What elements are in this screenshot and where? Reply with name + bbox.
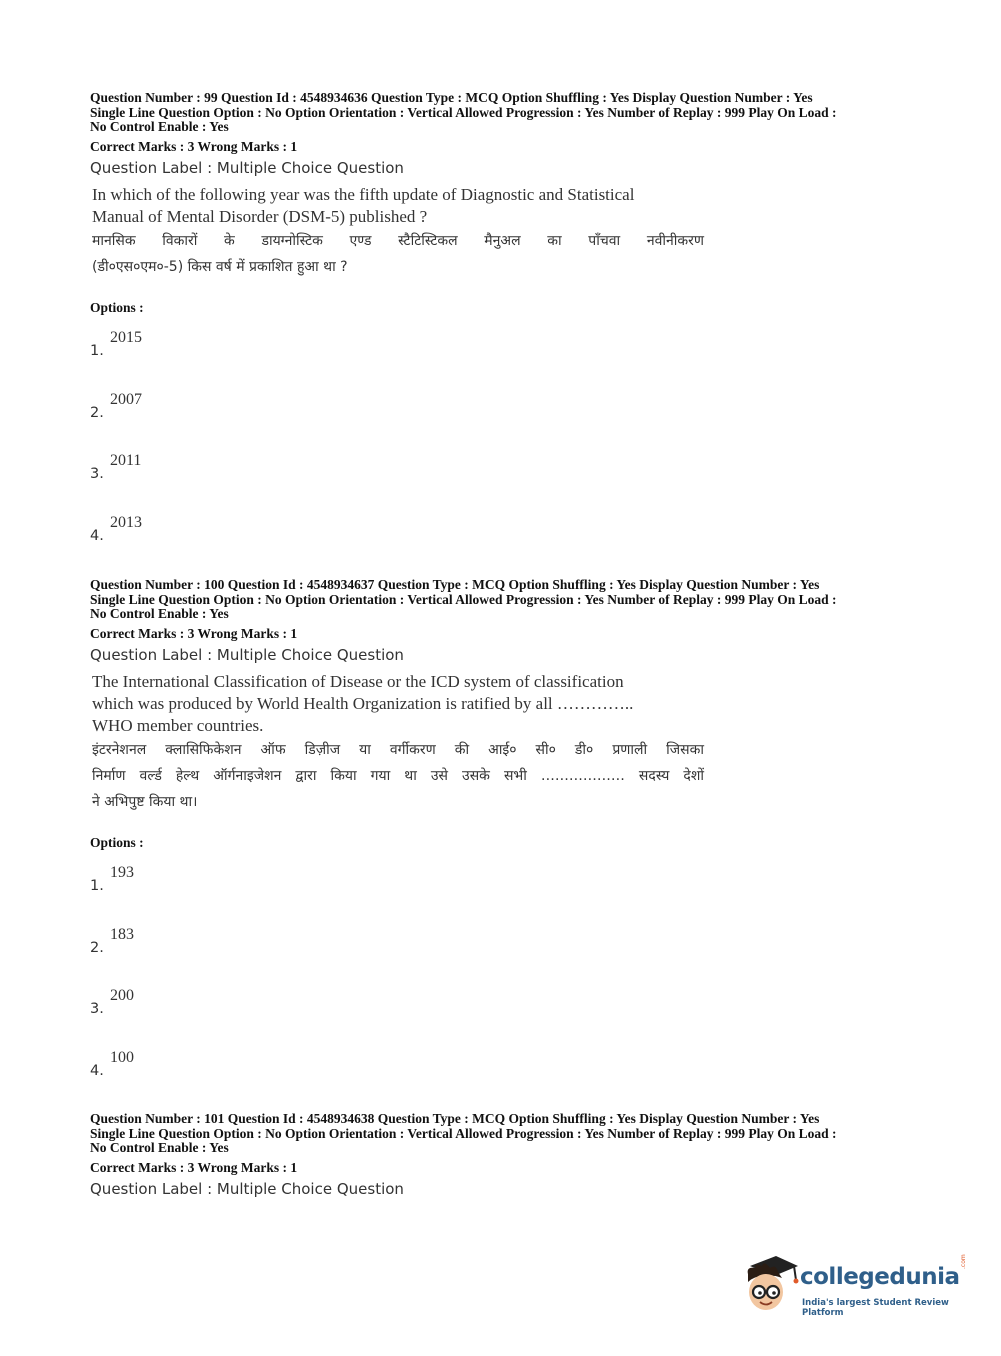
option-number: 2. (90, 404, 104, 421)
options-heading: Options : (90, 300, 144, 315)
option-number: 1. (90, 878, 104, 894)
option-item[interactable] (90, 924, 920, 986)
option-item[interactable] (90, 512, 920, 574)
marks-line: Correct Marks : 3 Wrong Marks : 1 (90, 138, 298, 154)
question-hindi-line: ने अभिपुष्ट किया था। (92, 794, 198, 810)
question-hindi-line: इंटरनेशनल क्लासिफिकेशन ऑफ डिज़ीज या वर्गीकरण की आई० सी० डी० प्रणाली जिसका (92, 742, 704, 758)
option-number: 4. (90, 1062, 104, 1079)
option-item[interactable] (90, 862, 920, 924)
question-label: Question Label : Multiple Choice Question (90, 1180, 404, 1198)
meta-line: Question Number : 99 Question Id : 4548934636 Question Type : MCQ Option Shuffling : Yes Display Question Number : Yes (90, 90, 813, 105)
option-number: 3. (90, 466, 104, 482)
option-number: 2. (90, 939, 104, 956)
question-hindi-line: (डी०एस०एम०-5) किस वर्ष में प्रकाशित हुआ था ? (92, 259, 348, 275)
collegedunia-logo[interactable] (742, 1252, 972, 1318)
options-list (90, 862, 920, 1108)
question-block-101 (90, 1112, 920, 1199)
question-label: Question Label : Multiple Choice Question (90, 646, 404, 664)
options-heading: Options : (90, 835, 144, 850)
question-block-100 (90, 578, 920, 1108)
question-text (92, 184, 704, 280)
question-english-line: WHO member countries. (92, 716, 264, 735)
question-english-line: The International Classification of Disease or the ICD system of classification (92, 672, 624, 691)
question-meta (90, 578, 920, 622)
mascot-icon (742, 1252, 800, 1316)
meta-line: No Control Enable : Yes (90, 119, 229, 134)
option-value: 193 (110, 864, 134, 881)
meta-line: Question Number : 101 Question Id : 4548934638 Question Type : MCQ Option Shuffling : Yes Display Question Number : Yes (90, 1111, 820, 1126)
logo-tagline: India's largest Student Review Platform (802, 1298, 949, 1318)
option-value: 2011 (110, 452, 142, 469)
question-text (92, 671, 704, 815)
option-value: 2015 (110, 329, 142, 346)
meta-line: No Control Enable : Yes (90, 1140, 229, 1155)
question-hindi-line: मानसिक विकारों के डायग्नोस्टिक एण्ड स्टैटिस्टिकल मैनुअल का पाँचवा नवीनीकरण (92, 233, 704, 249)
option-value: 100 (110, 1048, 134, 1066)
option-item[interactable] (90, 985, 920, 1047)
question-meta (90, 91, 920, 135)
meta-line: Single Line Question Option : No Option Orientation : Vertical Allowed Progression : Yes Number of Replay : 999 Play On Load : (90, 591, 837, 607)
question-block-99 (90, 91, 920, 573)
option-number: 4. (90, 527, 104, 544)
option-number: 1. (90, 343, 104, 359)
question-english-line: Manual of Mental Disorder (DSM-5) published ? (92, 207, 428, 226)
marks-line: Correct Marks : 3 Wrong Marks : 1 (90, 625, 298, 641)
meta-line: Question Number : 100 Question Id : 4548934637 Question Type : MCQ Option Shuffling : Yes Display Question Number : Yes (90, 577, 820, 592)
meta-line: Single Line Question Option : No Option Orientation : Vertical Allowed Progression : Yes Number of Replay : 999 Play On Load : (90, 104, 837, 120)
logo-suffix: .com (960, 1254, 967, 1269)
question-meta (90, 1112, 920, 1156)
question-english-line: which was produced by World Health Organization is ratified by all ………….. (92, 694, 634, 713)
meta-line: No Control Enable : Yes (90, 606, 229, 621)
option-item[interactable] (90, 327, 920, 389)
question-hindi-line: निर्माण वर्ल्ड हेल्थ ऑर्गनाइजेशन द्वारा किया गया था उसे उसके सभी ……………… सदस्य देशों (92, 768, 704, 784)
question-english-line: In which of the following year was the fifth update of Diagnostic and Statistical (92, 185, 635, 204)
option-item[interactable] (90, 1047, 920, 1109)
option-value: 183 (110, 925, 134, 943)
option-number: 3. (90, 1001, 104, 1017)
option-value: 2013 (110, 513, 142, 531)
meta-line: Single Line Question Option : No Option Orientation : Vertical Allowed Progression : Yes Number of Replay : 999 Play On Load : (90, 1125, 837, 1141)
option-value: 2007 (110, 390, 142, 408)
options-list (90, 327, 920, 573)
option-item[interactable] (90, 450, 920, 512)
logo-wordmark: collegedunia (800, 1264, 960, 1290)
question-label: Question Label : Multiple Choice Question (90, 159, 404, 177)
option-item[interactable] (90, 389, 920, 451)
option-value: 200 (110, 987, 134, 1004)
marks-line: Correct Marks : 3 Wrong Marks : 1 (90, 1159, 298, 1175)
